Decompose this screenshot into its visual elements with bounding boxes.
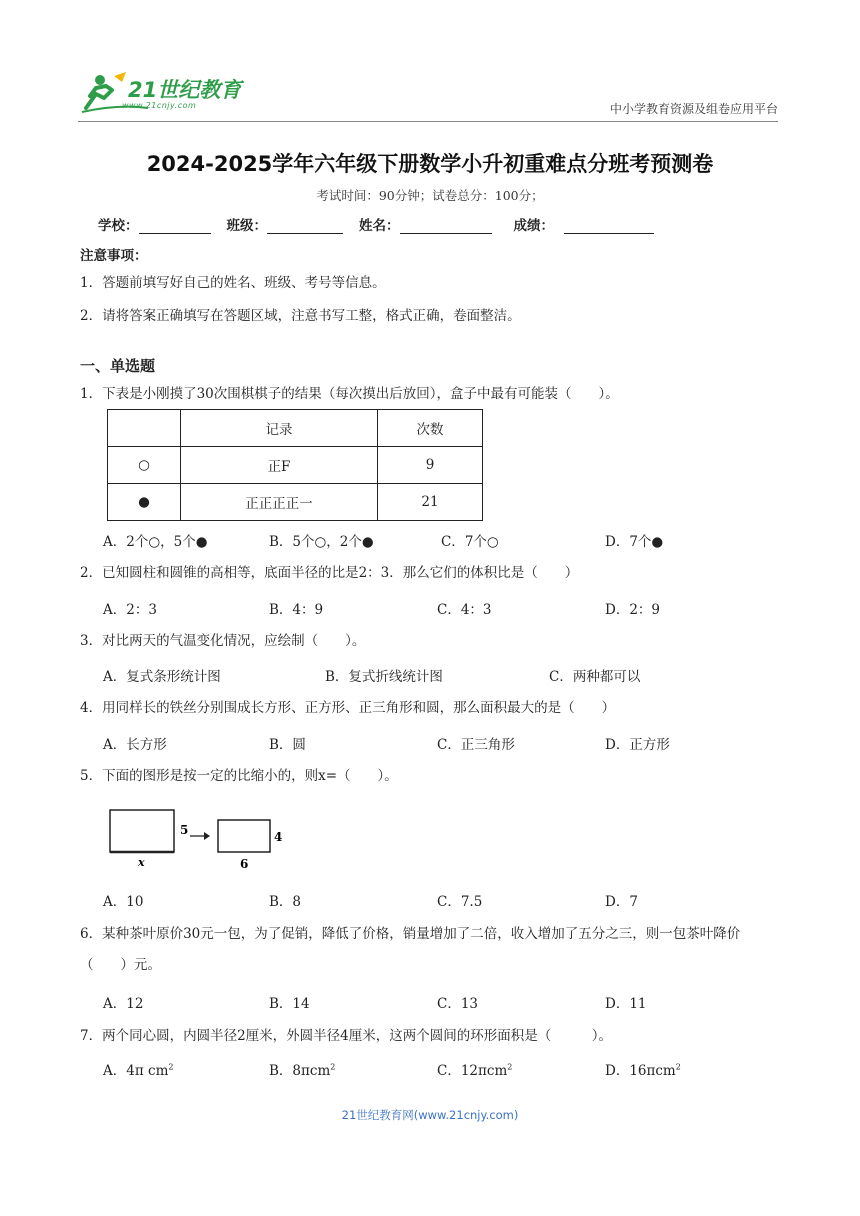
table-cell: 正正正正一 xyxy=(181,484,378,521)
option-d[interactable]: D．正方形 xyxy=(605,737,670,753)
class-label: 班级： xyxy=(226,218,267,234)
options-row xyxy=(103,1059,783,1079)
question-5: 5．下面的图形是按一定的比缩小的，则x=（ ）。 xyxy=(80,768,398,784)
option-b[interactable]: B．复式折线统计图 xyxy=(325,669,443,685)
table-cell xyxy=(108,410,181,447)
option-b[interactable]: B．4：9 xyxy=(269,602,324,618)
option-d[interactable]: D．11 xyxy=(605,996,647,1012)
logo-url: www.21cnjy.com xyxy=(122,101,197,110)
notice-item: 1．答题前填写好自己的姓名、班级、考号等信息。 xyxy=(80,275,386,291)
section-title: 一、单选题 xyxy=(80,357,156,375)
options-row xyxy=(103,665,783,685)
option-c[interactable]: C．7个○ xyxy=(441,534,499,550)
table-cell: ● xyxy=(108,484,181,521)
question-4: 4．用同样长的铁丝分别围成长方形、正方形、正三角形和圆，那么面积最大的是（ ） xyxy=(80,700,616,716)
option-b[interactable]: B．圆 xyxy=(269,737,306,753)
label-5: 5 xyxy=(180,823,189,837)
option-a[interactable]: A．长方形 xyxy=(103,737,167,753)
label-4: 4 xyxy=(274,830,283,844)
options-row xyxy=(103,530,783,550)
small-rectangle xyxy=(218,820,270,852)
table-cell: ○ xyxy=(108,447,181,484)
option-a[interactable]: A．2：3 xyxy=(103,602,157,618)
option-c[interactable]: C．正三角形 xyxy=(437,737,515,753)
question-6: 6．某种茶叶原价30元一包，为了促销，降低了价格，销量增加了二倍，收入增加了五分之三，则一包茶叶降价（ ）元。 xyxy=(80,926,741,973)
options-row xyxy=(103,890,783,910)
student-info-row xyxy=(98,214,670,234)
arrow-head-icon xyxy=(204,832,210,840)
options-row xyxy=(103,733,783,753)
option-a-text: A．4π cm xyxy=(103,1063,169,1079)
footer-link[interactable]: 21世纪教育网(www.21cnjy.com) xyxy=(341,1108,519,1122)
school-label: 学校： xyxy=(98,218,139,234)
table-cell: 次数 xyxy=(378,410,483,447)
option-a[interactable]: A．2个○，5个● xyxy=(103,534,208,550)
table-cell: 21 xyxy=(378,484,483,521)
superscript: 2 xyxy=(330,1062,336,1072)
score-blank[interactable] xyxy=(564,217,654,234)
table-cell: 9 xyxy=(378,447,483,484)
school-field xyxy=(98,214,211,234)
label-6: 6 xyxy=(240,857,249,871)
option-c[interactable]: C．两种都可以 xyxy=(549,669,641,685)
superscript: 2 xyxy=(507,1062,513,1072)
option-a[interactable]: A．复式条形统计图 xyxy=(103,669,221,685)
class-blank[interactable] xyxy=(267,217,343,234)
option-b[interactable]: B．5个○，2个● xyxy=(269,534,374,550)
option-d[interactable]: D．7 xyxy=(605,894,638,910)
option-a[interactable]: A．10 xyxy=(103,894,144,910)
option-c-text: C．12πcm xyxy=(437,1063,508,1079)
notice-item: 2．请将答案正确填写在答题区域，注意书写工整，格式正确，卷面整洁。 xyxy=(80,308,521,324)
logo xyxy=(78,68,248,116)
superscript: 2 xyxy=(168,1062,174,1072)
name-blank[interactable] xyxy=(400,217,492,234)
large-rectangle xyxy=(110,810,174,852)
question-7: 7．两个同心圆，内圆半径2厘米，外圆半径4厘米，这两个圆间的环形面积是（ ）。 xyxy=(80,1028,613,1044)
option-c[interactable] xyxy=(437,1059,512,1079)
superscript: 2 xyxy=(675,1062,681,1072)
option-b[interactable]: B．14 xyxy=(269,996,310,1012)
name-label: 姓名： xyxy=(359,218,400,234)
option-d[interactable]: D．2：9 xyxy=(605,602,661,618)
scale-figure xyxy=(106,806,292,872)
school-blank[interactable] xyxy=(139,217,211,234)
option-d[interactable]: D．7个● xyxy=(605,534,664,550)
options-row xyxy=(103,992,783,1012)
option-c[interactable]: C．7.5 xyxy=(437,894,483,910)
table-cell: 正F xyxy=(181,447,378,484)
table-row xyxy=(108,447,483,484)
option-a[interactable] xyxy=(103,1059,173,1079)
page-title: 2024-2025学年六年级下册数学小升初重难点分班考预测卷 xyxy=(146,152,714,176)
option-d-text: D．16πcm xyxy=(605,1063,676,1079)
name-field xyxy=(359,214,492,234)
question-2: 2．已知圆柱和圆锥的高相等，底面半径的比是2：3．那么它们的体积比是（ ） xyxy=(80,565,579,581)
class-field xyxy=(227,214,344,234)
question-3: 3．对比两天的气温变化情况，应绘制（ ）。 xyxy=(80,633,366,649)
question-1: 1．下表是小刚摸了30次围棋棋子的结果（每次摸出后放回），盒子中最有可能装（ ）。 xyxy=(80,386,619,402)
label-x: x xyxy=(138,856,145,869)
platform-label: 中小学教育资源及组卷应用平台 xyxy=(609,102,778,116)
score-label: 成绩： xyxy=(513,218,554,234)
option-c[interactable]: C．4：3 xyxy=(437,602,492,618)
options-row xyxy=(103,598,783,618)
exam-info: 考试时间：90分钟；试卷总分：100分； xyxy=(316,188,544,203)
table-header-row xyxy=(108,410,483,447)
notice-title: 注意事项： xyxy=(80,248,148,264)
option-b[interactable]: B．8 xyxy=(269,894,302,910)
option-d[interactable] xyxy=(605,1059,681,1079)
table-cell: 记录 xyxy=(181,410,378,447)
option-b-text: B．8πcm xyxy=(269,1063,331,1079)
logo-text: 21世纪教育 xyxy=(128,78,242,102)
table-row xyxy=(108,484,483,521)
option-c[interactable]: C．13 xyxy=(437,996,479,1012)
option-b[interactable] xyxy=(269,1059,335,1079)
record-table xyxy=(107,409,483,521)
score-field xyxy=(514,214,655,234)
header-divider xyxy=(78,121,778,122)
option-a[interactable]: A．12 xyxy=(103,996,144,1012)
